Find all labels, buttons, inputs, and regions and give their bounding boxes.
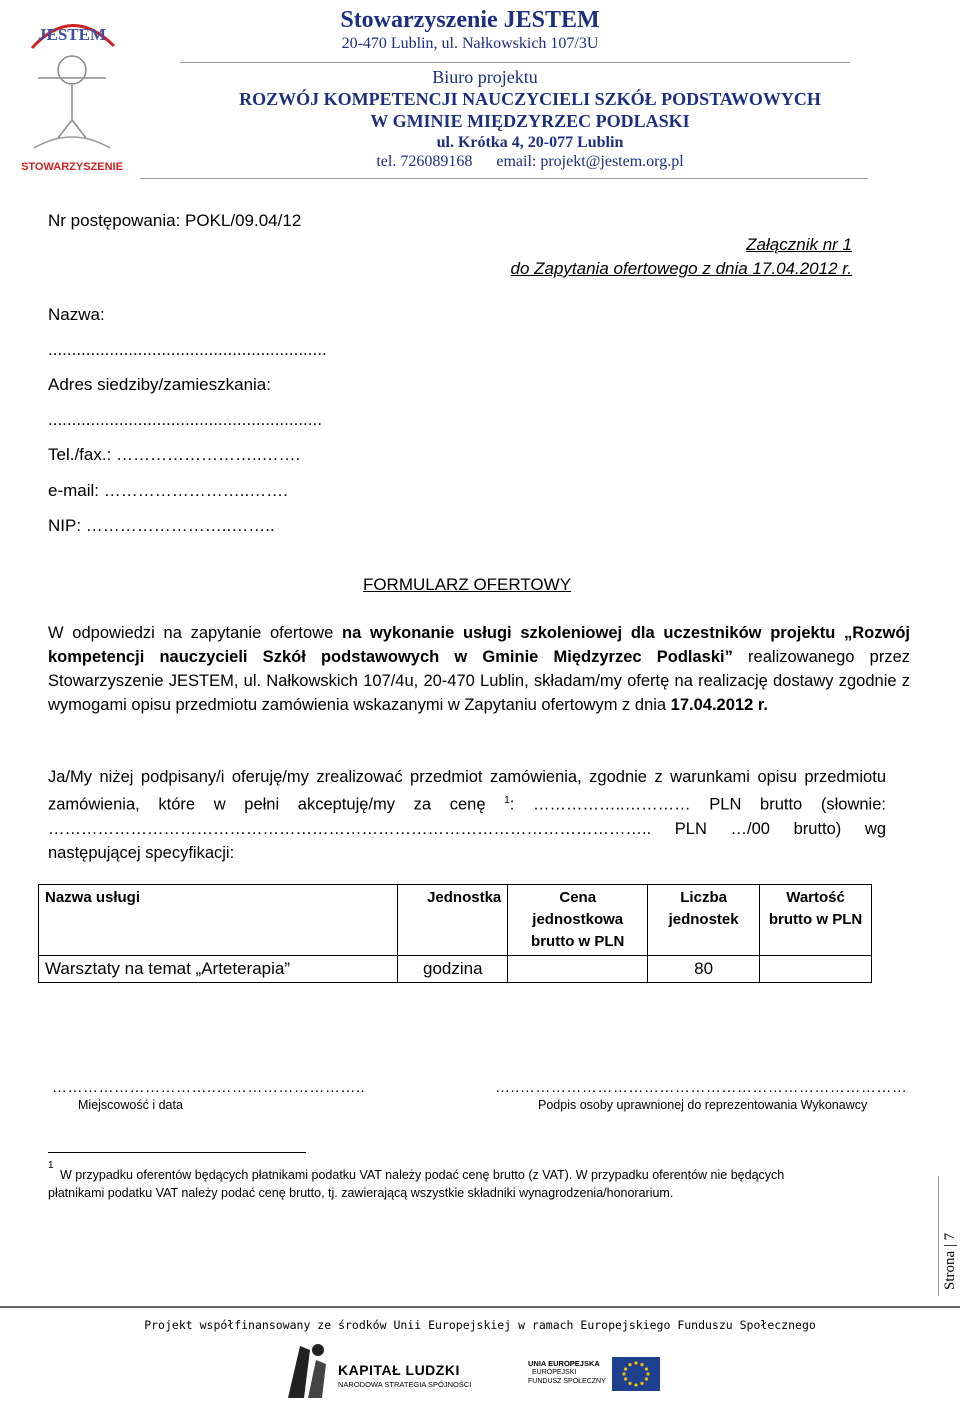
form-title: FORMULARZ OFERTOWY [362, 575, 572, 594]
address-label: Adres siedziby/zamieszkania: [48, 375, 271, 394]
intro-text-a: W odpowiedzi na zapytanie ofertowe [48, 624, 342, 642]
name-label: Nazwa: [48, 305, 105, 324]
eu-flag-icon [612, 1357, 660, 1391]
svg-text:JESTEM: JESTEM [37, 25, 107, 44]
attachment-reference: do Zapytania ofertowego z dnia 17.04.2012 r. [510, 259, 852, 278]
cell-unit-price[interactable] [508, 956, 648, 983]
eu-text-2: EUROPEJSKI [532, 1369, 577, 1376]
page-number: Strona | 7 [942, 1232, 958, 1290]
eu-logo [528, 1355, 668, 1401]
place-date-label: Miejscowość i data [78, 1098, 183, 1112]
name-field[interactable]: ........................................................... [48, 340, 327, 359]
org-logo [18, 8, 126, 180]
eu-text-1: UNIA EUROPEJSKA [528, 1359, 600, 1368]
cofinance-text: Projekt współfinansowany ze środków Unii Europejskiej w ramach Europejskiego Funduszu Społecznego [144, 1318, 816, 1332]
office-contact: tel. 726089168 email: projekt@jestem.org.pl [376, 153, 684, 170]
eu-text-3: FUNDUSZ SPOŁECZNY [528, 1378, 606, 1385]
table-header-row [39, 885, 872, 956]
offer-text-a: Ja/My niżej podpisany/i oferuję/my zrealizować przedmiot zamówienia, zgodnie z warunkami opisu przedmiotu zamówienia, które w pełni akceptuję/my za cenę [48, 768, 886, 814]
kapital-ludzki-title: KAPITAŁ LUDZKI [338, 1362, 460, 1378]
nip-field[interactable]: NIP: ……………………..…….. [48, 516, 275, 535]
attachment-number: Załącznik nr 1 [746, 235, 852, 254]
intro-text-b: realizowanego przez Stowarzyszenie JESTEM, ul. Nałkowskich 107/4u, 20-470 Lublin, składam/my ofertę na realizację dostawy zgodnie z wymogami opisu przedmiotu zamówienia wskazanymi w Zapytaniu ofertowym z dnia [48, 648, 910, 714]
kapital-ludzki-logo [280, 1340, 480, 1402]
signature-field[interactable]: …..………………………………………………………………… [495, 1079, 908, 1096]
cell-total[interactable] [760, 956, 872, 983]
kapital-ludzki-subtitle: NARODOWA STRATEGIA SPÓJNOŚCI [338, 1380, 472, 1389]
col-header-total: Wartość brutto w PLN [760, 885, 872, 956]
signature-label: Podpis osoby uprawnionej do reprezentowania Wykonawcy [538, 1098, 868, 1112]
spec-table [38, 884, 872, 983]
footer-rule [0, 1306, 960, 1308]
footnote-ref: 1 [504, 795, 510, 806]
project-name-line2: W GMINIE MIĘDZYRZEC PODLASKI [370, 111, 690, 131]
col-header-quantity: Liczba jednostek [648, 885, 760, 956]
table-row [39, 956, 872, 983]
col-header-unit-price: Cena jednostkowa brutto w PLN [508, 885, 648, 956]
cell-quantity: 80 [648, 956, 760, 983]
address-field[interactable]: .......................................................... [48, 410, 322, 429]
intro-paragraph [48, 621, 910, 717]
header-rule-top [180, 62, 850, 63]
footnote-line1: W przypadku oferentów będących płatnikami podatku VAT należy podać cenę brutto (z VAT). W przypadku oferentów nie będących [60, 1168, 785, 1182]
col-header-service: Nazwa usługi [39, 885, 398, 956]
email-field[interactable]: e-mail: ……………………..……. [48, 481, 288, 500]
footnote-mark: 1 [48, 1160, 54, 1171]
col-header-unit: Jednostka [398, 885, 508, 956]
org-name: Stowarzyszenie JESTEM [340, 7, 600, 33]
org-address: 20-470 Lublin, ul. Nałkowskich 107/3U [341, 35, 599, 52]
offer-text-b: : ……………..………… PLN brutto (słownie: ……………………………………………………………………………………………….. PLN …/00 brutto) wg następującej specyfikacji: [48, 795, 886, 862]
office-address: ul. Krótka 4, 20-077 Lublin [436, 134, 624, 151]
intro-date: 17.04.2012 r. [670, 696, 768, 714]
footnote-rule [48, 1152, 306, 1153]
project-name-line1: ROZWÓJ KOMPETENCJI NAUCZYCIELI SZKÓŁ PODSTAWOWYCH [239, 89, 821, 109]
offer-paragraph [48, 765, 886, 865]
footnote-line2: płatnikami podatku VAT należy podać cenę brutto, tj. zawierającą wszystkie składniki wynagrodzenia/honorarium. [48, 1186, 674, 1200]
cell-service: Warsztaty na temat „Arteterapia” [39, 956, 398, 983]
svg-text:STOWARZYSZENIE: STOWARZYSZENIE [21, 161, 123, 173]
header-rule-bottom [140, 178, 868, 179]
cell-unit: godzina [398, 956, 508, 983]
case-number: Nr postępowania: POKL/09.04/12 [48, 211, 302, 230]
intro-text-bold: na wykonanie usługi szkoleniowej dla uczestników projektu „Rozwój kompetencji nauczycieli Szkół podstawowych w Gminie Międzyrzec Podlaski” [48, 624, 910, 666]
tel-field[interactable]: Tel./fax.: ……………………..……. [48, 445, 301, 464]
place-date-field[interactable]: …………………………..……………………….. [52, 1079, 366, 1096]
office-label: Biuro projektu [432, 67, 538, 87]
